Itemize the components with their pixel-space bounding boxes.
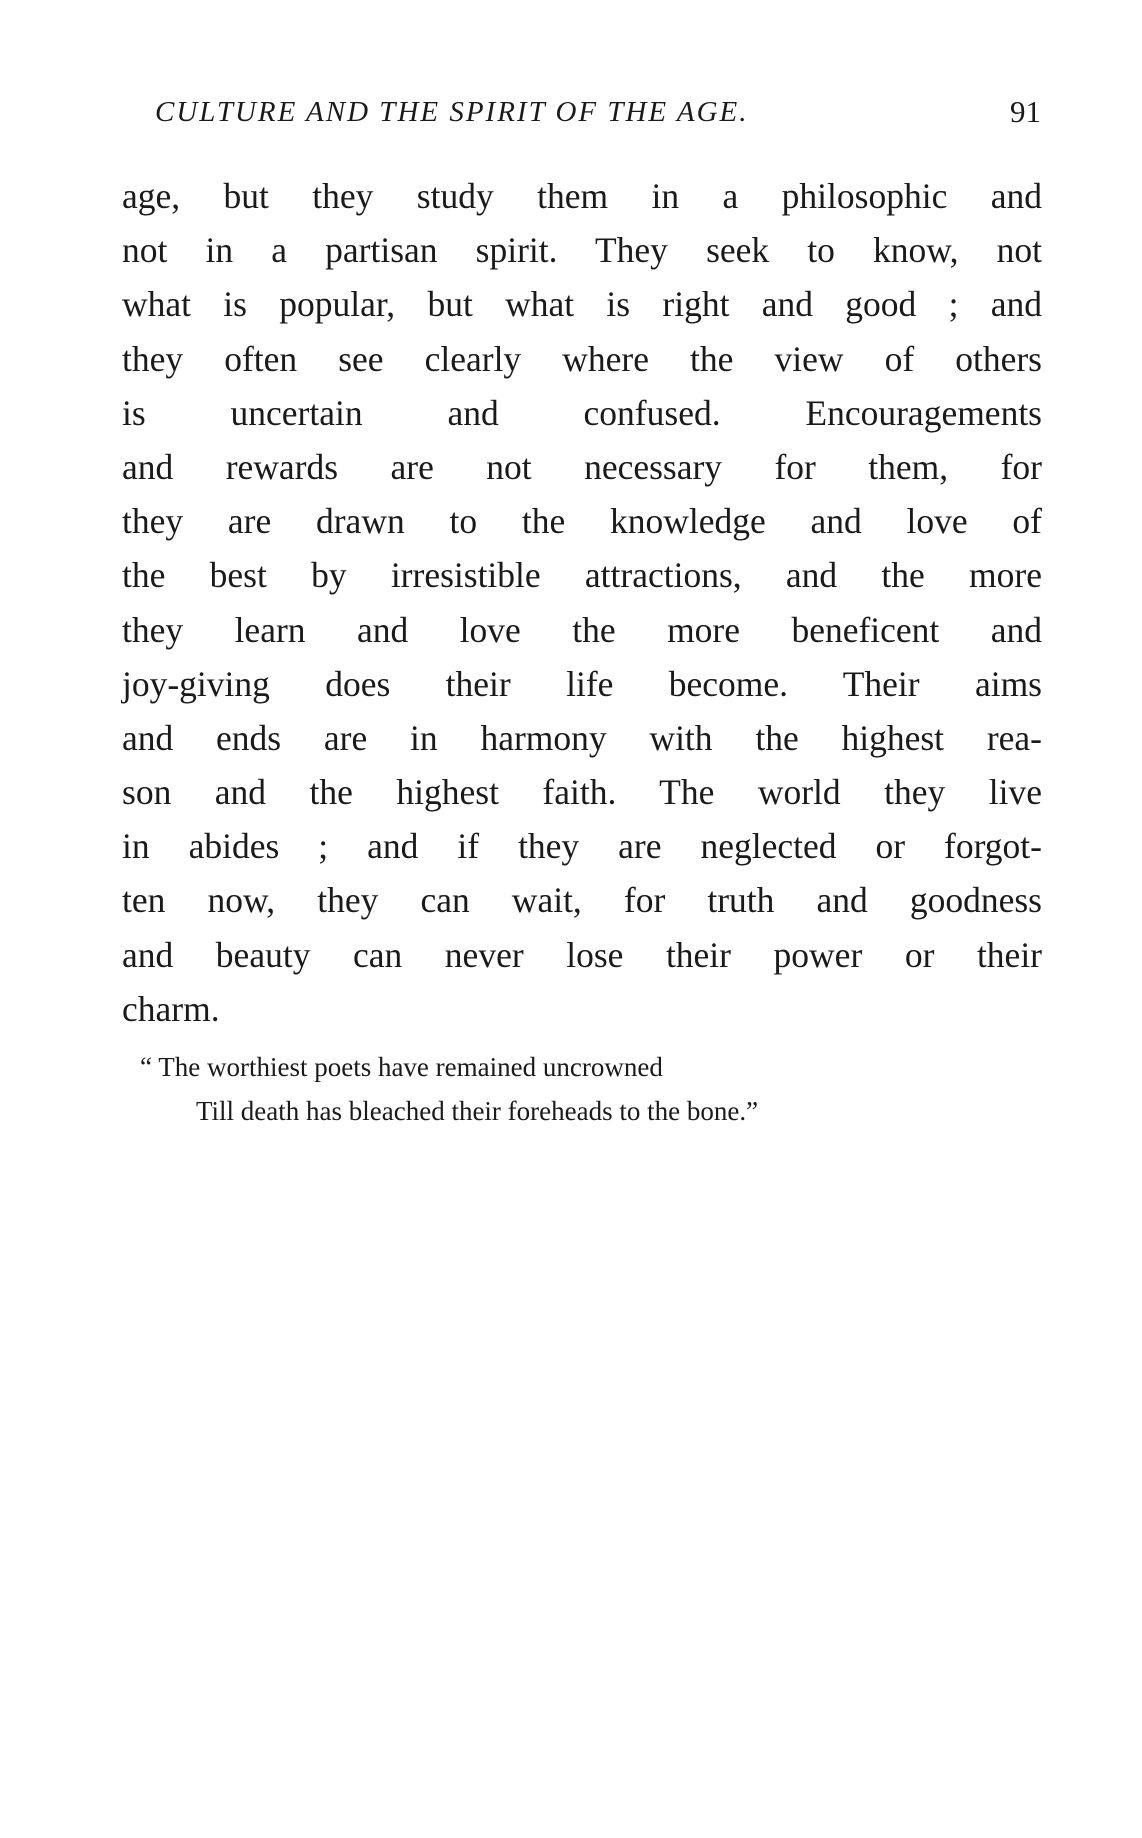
page-number: 91: [1010, 94, 1041, 129]
text-line: not in a partisan spirit. They seek to know, not: [122, 230, 1042, 271]
verse-quotation: [140, 1045, 758, 1133]
text-line: age, but they study them in a philosophic and: [122, 176, 1042, 216]
text-line: they learn and love the more beneficent and: [122, 609, 1042, 650]
body-paragraph: [122, 169, 1042, 1036]
text-line: they often see clearly where the view of others: [122, 338, 1042, 379]
text-line: charm.: [122, 988, 220, 1029]
text-line: joy-giving does their life become. Their aims: [122, 663, 1042, 704]
text-line: son and the highest faith. The world they live: [122, 772, 1042, 813]
quote-line: Till death has bleached their foreheads to the bone.”: [196, 1096, 759, 1126]
text-line: and rewards are not necessary for them, for: [122, 446, 1042, 487]
running-title: CULTURE AND THE SPIRIT OF THE AGE.: [155, 96, 749, 128]
text-line: and ends are in harmony with the highest rea-: [122, 717, 1042, 758]
quote-line: “ The worthiest poets have remained uncrowned: [140, 1052, 663, 1082]
text-line: in abides ; and if they are neglected or forgot-: [122, 826, 1042, 867]
running-header: [155, 92, 1041, 132]
text-line: the best by irresistible attractions, and the more: [122, 555, 1042, 596]
text-line: and beauty can never lose their power or their: [122, 934, 1042, 975]
text-line: ten now, they can wait, for truth and goodness: [122, 880, 1042, 921]
text-line: is uncertain and confused. Encouragements: [122, 392, 1042, 433]
text-line: they are drawn to the knowledge and love of: [122, 501, 1042, 542]
text-line: what is popular, but what is right and good ; and: [122, 284, 1042, 325]
